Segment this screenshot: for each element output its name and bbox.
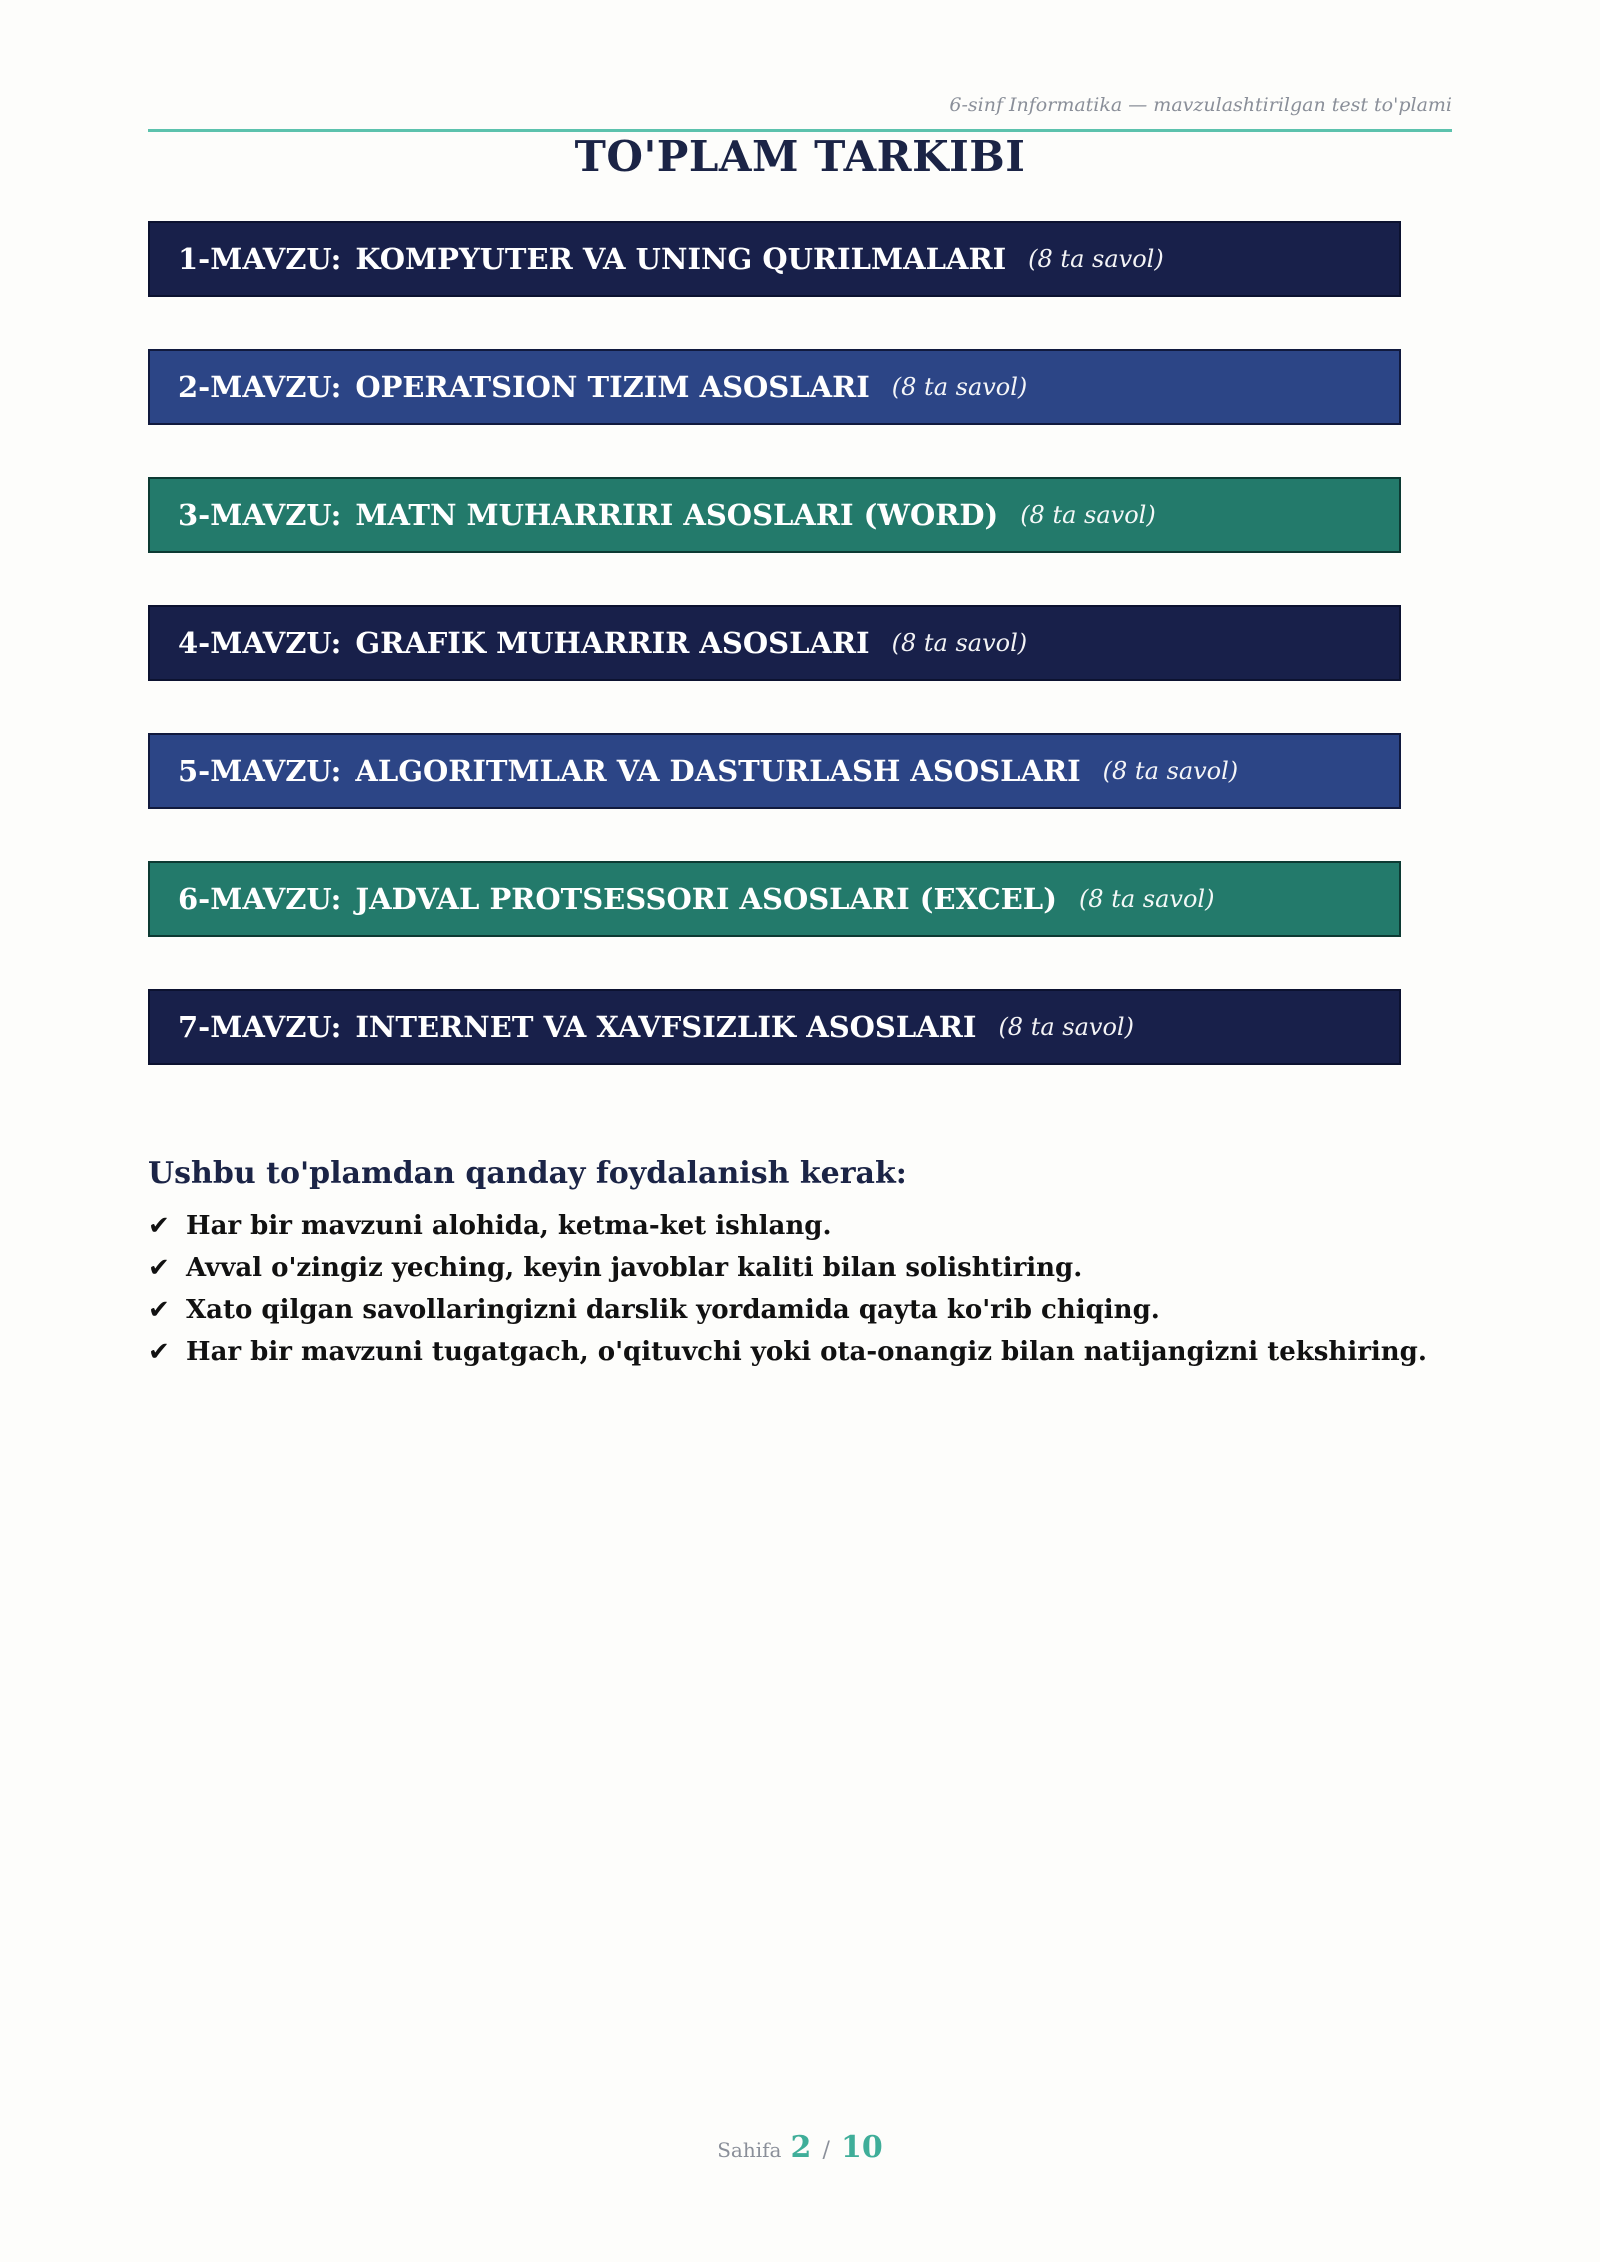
topic-number: 4-MAVZU: <box>178 626 342 660</box>
topic-number: 2-MAVZU: <box>178 370 342 404</box>
check-icon: ✔ <box>148 1211 170 1241</box>
topic-banner-6 <box>148 861 1401 937</box>
topic-name: GRAFIK MUHARRIR ASOSLARI <box>355 626 870 660</box>
topic-question-count: (8 ta savol) <box>1078 885 1215 913</box>
page-title: TO'PLAM TARKIBI <box>574 132 1026 181</box>
topic-number: 7-MAVZU: <box>178 1010 342 1044</box>
topic-name: JADVAL PROTSESSORI ASOSLARI (EXCEL) <box>355 882 1057 916</box>
list-item <box>148 1289 1452 1331</box>
usage-instructions <box>148 1156 1452 1373</box>
topic-question-count: (8 ta savol) <box>1028 245 1164 273</box>
topic-question-count: (8 ta savol) <box>891 629 1028 657</box>
list-item-text: Har bir mavzuni tugatgach, o'qituvchi yoki ota-onangiz bilan natijangizni tekshiring. <box>186 1337 1427 1367</box>
topic-number: 6-MAVZU: <box>178 882 342 916</box>
running-header: 6-sinf Informatika — mavzulashtirilgan test to'plami <box>949 94 1452 116</box>
topic-name: INTERNET VA XAVFSIZLIK ASOSLARI <box>355 1010 977 1044</box>
topic-banner-1 <box>148 221 1401 297</box>
list-item-text: Avval o'zingiz yeching, keyin javoblar kaliti bilan solishtiring. <box>186 1253 1083 1283</box>
list-item <box>148 1331 1452 1373</box>
usage-list <box>148 1205 1452 1373</box>
check-icon: ✔ <box>148 1295 170 1325</box>
topic-name: KOMPYUTER VA UNING QURILMALARI <box>355 242 1007 276</box>
topic-question-count: (8 ta savol) <box>891 373 1028 401</box>
check-icon: ✔ <box>148 1337 170 1367</box>
list-item-text: Har bir mavzuni alohida, ketma-ket ishlang. <box>186 1211 832 1241</box>
topic-question-count: (8 ta savol) <box>1020 501 1156 529</box>
topic-question-count: (8 ta savol) <box>998 1013 1134 1041</box>
topic-banner-4 <box>148 605 1401 681</box>
topic-number: 5-MAVZU: <box>178 754 342 788</box>
usage-heading: Ushbu to'plamdan qanday foydalanish kerak: <box>148 1156 907 1191</box>
topic-list <box>148 221 1401 1117</box>
page-label: Sahifa <box>717 2138 782 2162</box>
topic-number: 3-MAVZU: <box>178 498 342 532</box>
page-footer <box>0 2130 1600 2165</box>
topic-banner-3 <box>148 477 1401 553</box>
list-item <box>148 1247 1452 1289</box>
topic-banner-5 <box>148 733 1401 809</box>
topic-number: 1-MAVZU: <box>178 242 342 276</box>
list-item <box>148 1205 1452 1247</box>
list-item-text: Xato qilgan savollaringizni darslik yordamida qayta ko'rib chiqing. <box>186 1295 1160 1325</box>
topic-name: MATN MUHARRIRI ASOSLARI (WORD) <box>355 498 999 532</box>
page-separator: / <box>822 2138 830 2163</box>
total-page-count: 10 <box>841 2130 883 2165</box>
current-page-number: 2 <box>790 2130 812 2165</box>
topic-question-count: (8 ta savol) <box>1102 757 1239 785</box>
topic-name: ALGORITMLAR VA DASTURLASH ASOSLARI <box>355 754 1081 788</box>
topic-name: OPERATSION TIZIM ASOSLARI <box>355 370 870 404</box>
topic-banner-2 <box>148 349 1401 425</box>
topic-banner-7 <box>148 989 1401 1065</box>
check-icon: ✔ <box>148 1253 170 1283</box>
